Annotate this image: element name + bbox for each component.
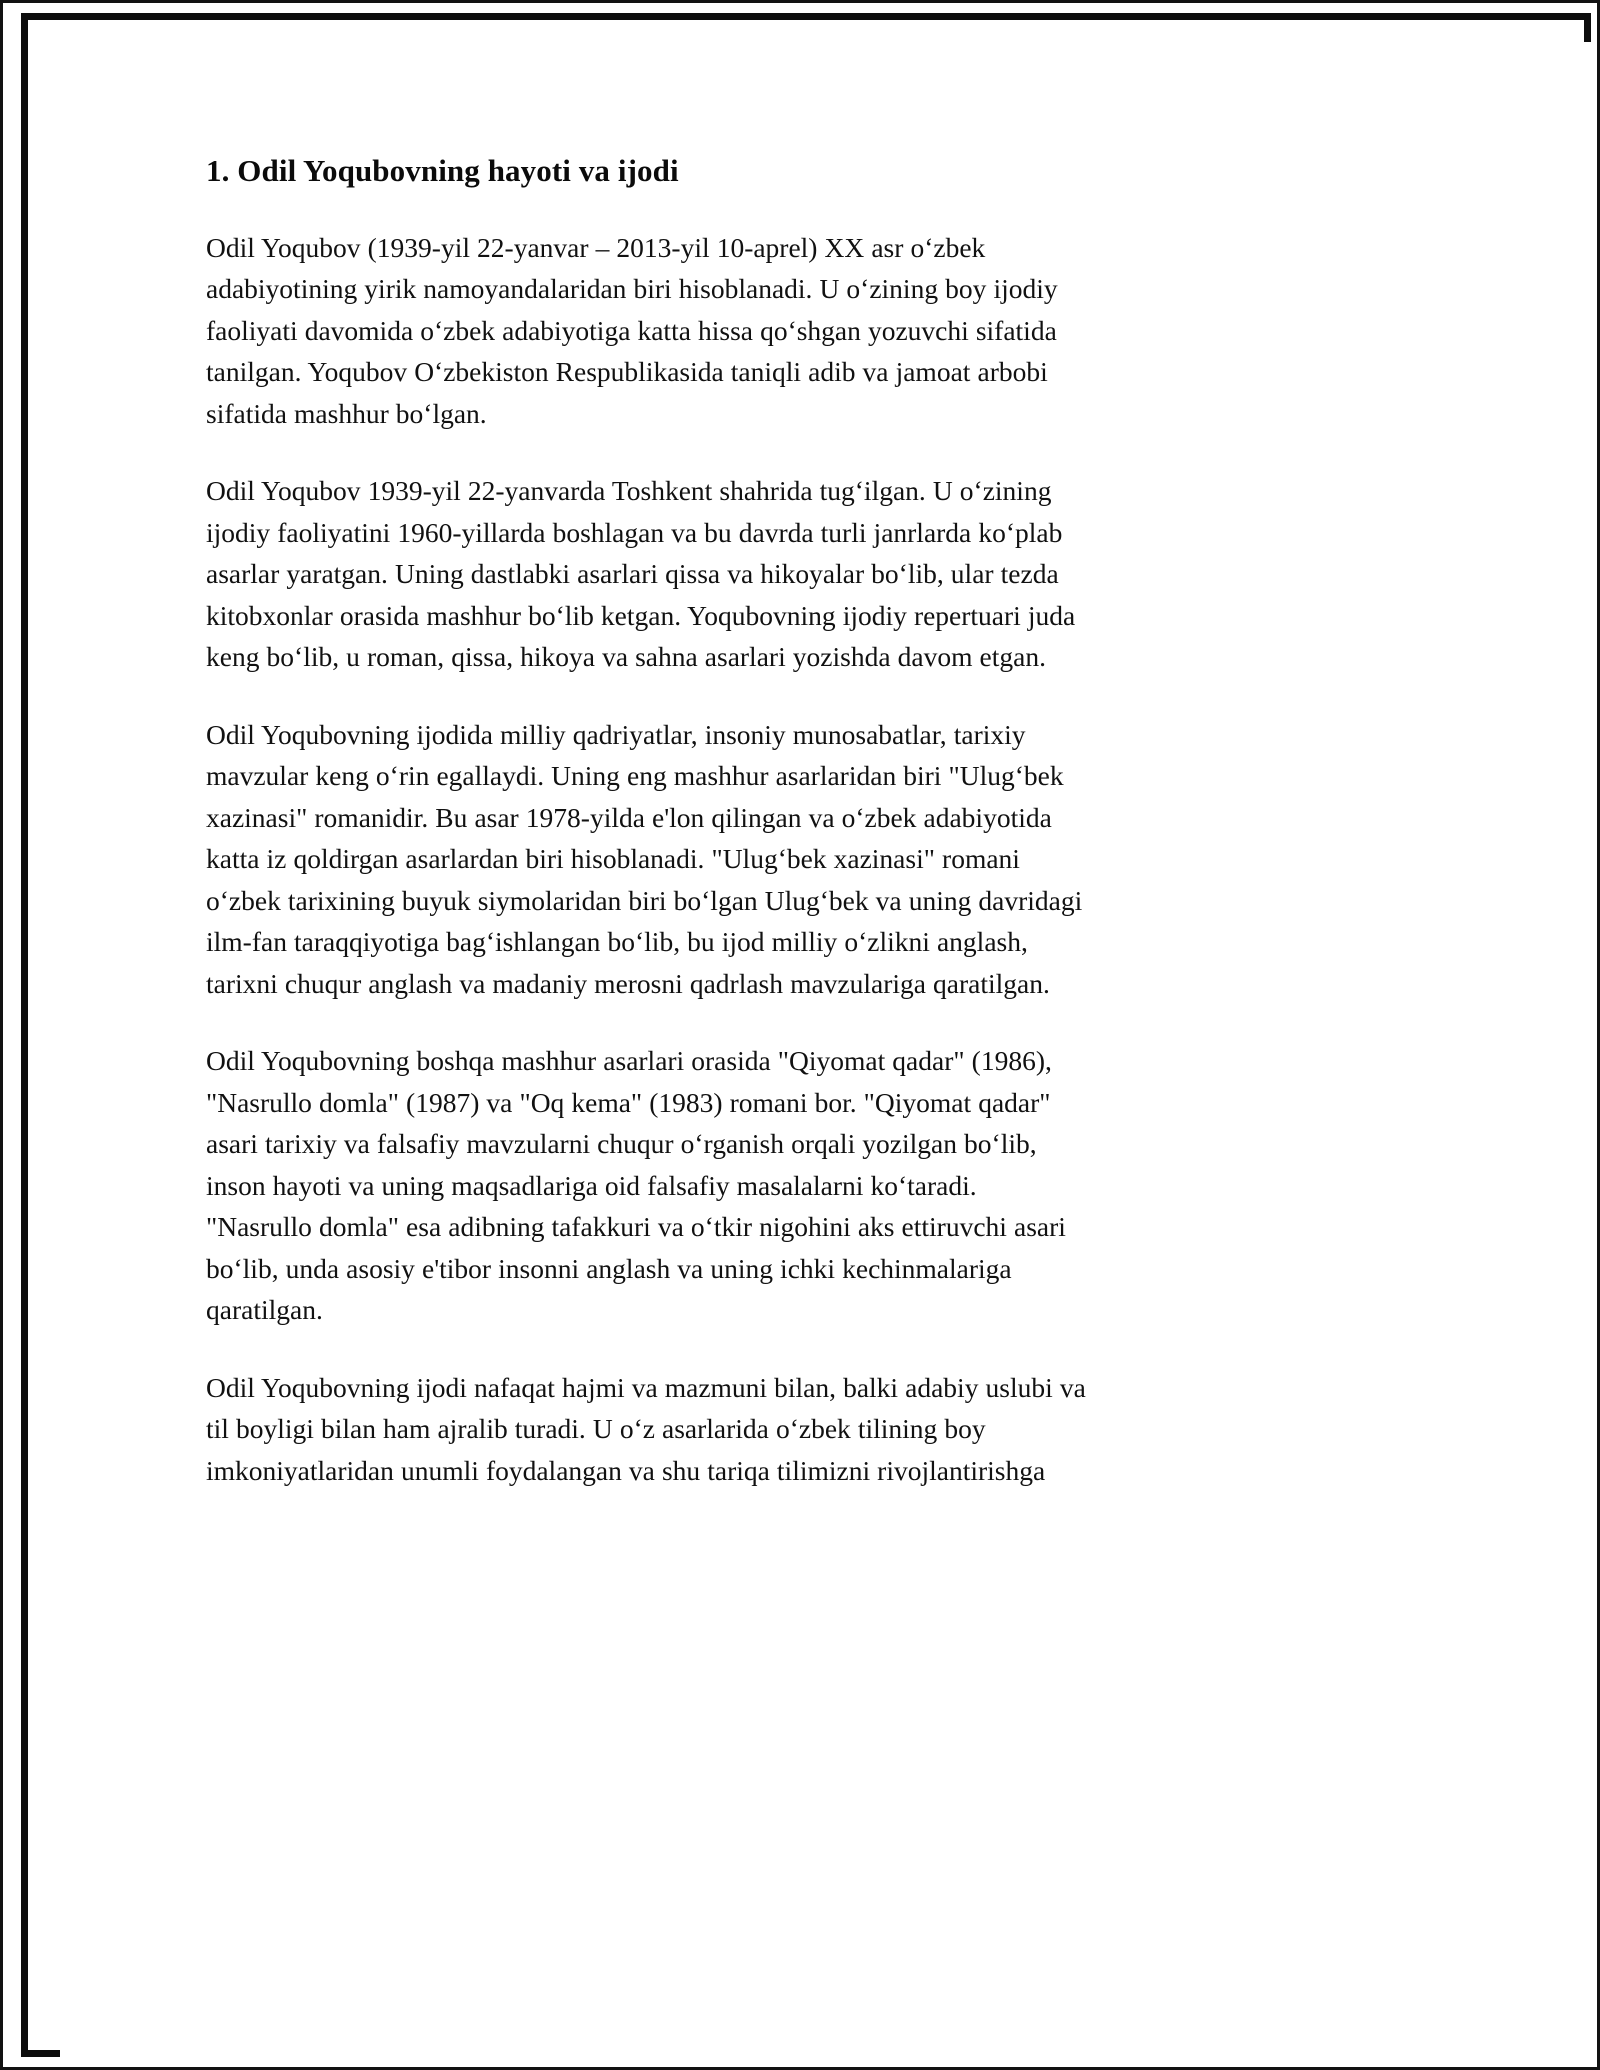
page-inner-frame <box>21 13 1591 2057</box>
paragraph-4: Odil Yoqubovning boshqa mashhur asarlari orasida "Qiyomat qadar" (1986), "Nasrullo domla" (1987) va "Oq kema" (1983) romani bor. "Qiyomat qadar" asari tarixiy va falsafiy mavzularni chuqur oʻrganish orqali yozilgan boʻlib, inson hayoti va uning maqsadlariga oid falsafiy masalalarni koʻtaradi. "Nasrullo domla" esa adibning tafakkuri va oʻtkir nigohini aks ettiruvchi asari boʻlib, unda asosiy e'tibor insonni anglash va uning ichki kechinmalariga qaratilgan. <box>206 1045 1066 1326</box>
paragraph-2: Odil Yoqubov 1939-yil 22-yanvarda Toshkent shahrida tugʻilgan. U oʻzining ijodiy faoliyatini 1960-yillarda boshlagan va bu davrda turli janrlarda koʻplab asarlar yaratgan. Uning dastlabki asarlari qissa va hikoyalar boʻlib, ular tezda kitobxonlar orasida mashhur boʻlib ketgan. Yoqubovning ijodiy repertuari juda keng boʻlib, u roman, qissa, hikoya va sahna asarlari yozishda davom etgan. <box>206 475 1076 673</box>
paragraph-5: Odil Yoqubovning ijodi nafaqat hajmi va mazmuni bilan, balki adabiy uslubi va til boyligi bilan ham ajralib turadi. U oʻz asarlarida oʻzbek tilining boy imkoniyatlaridan unumli foydalangan va shu tariqa tilimizni rivojlantirishga <box>206 1371 1086 1486</box>
document-body <box>206 152 1086 1491</box>
page-title: 1. Odil Yoqubovning hayoti va ijodi <box>206 153 679 188</box>
paragraph-1: Odil Yoqubov (1939-yil 22-yanvar – 2013-yil 10-aprel) XX asr oʻzbek adabiyotining yirik namoyandalaridan biri hisoblanadi. U oʻzining boy ijodiy faoliyati davomida oʻzbek adabiyotiga katta hissa qoʻshgan yozuvchi sifatida tanilgan. Yoqubov Oʻzbekiston Respublikasida taniqli adib va jamoat arbobi sifatida mashhur boʻlgan. <box>206 231 1058 429</box>
paragraph-3: Odil Yoqubovning ijodida milliy qadriyatlar, insoniy munosabatlar, tarixiy mavzular keng oʻrin egallaydi. Uning eng mashhur asarlaridan biri "Ulugʻbek xazinasi" romanidir. Bu asar 1978-yilda e'lon qilingan va oʻzbek adabiyotida katta iz qoldirgan asarlardan biri hisoblanadi. "Ulugʻbek xazinasi" romani oʻzbek tarixining buyuk siymolaridan biri boʻlgan Ulugʻbek va uning davridagi ilm-fan taraqqiyotiga bagʻishlangan boʻlib, bu ijod milliy oʻzlikni anglash, tarixni chuqur anglash va madaniy merosni qadrlash mavzulariga qaratilgan. <box>206 718 1083 999</box>
document-page <box>60 42 1600 2070</box>
